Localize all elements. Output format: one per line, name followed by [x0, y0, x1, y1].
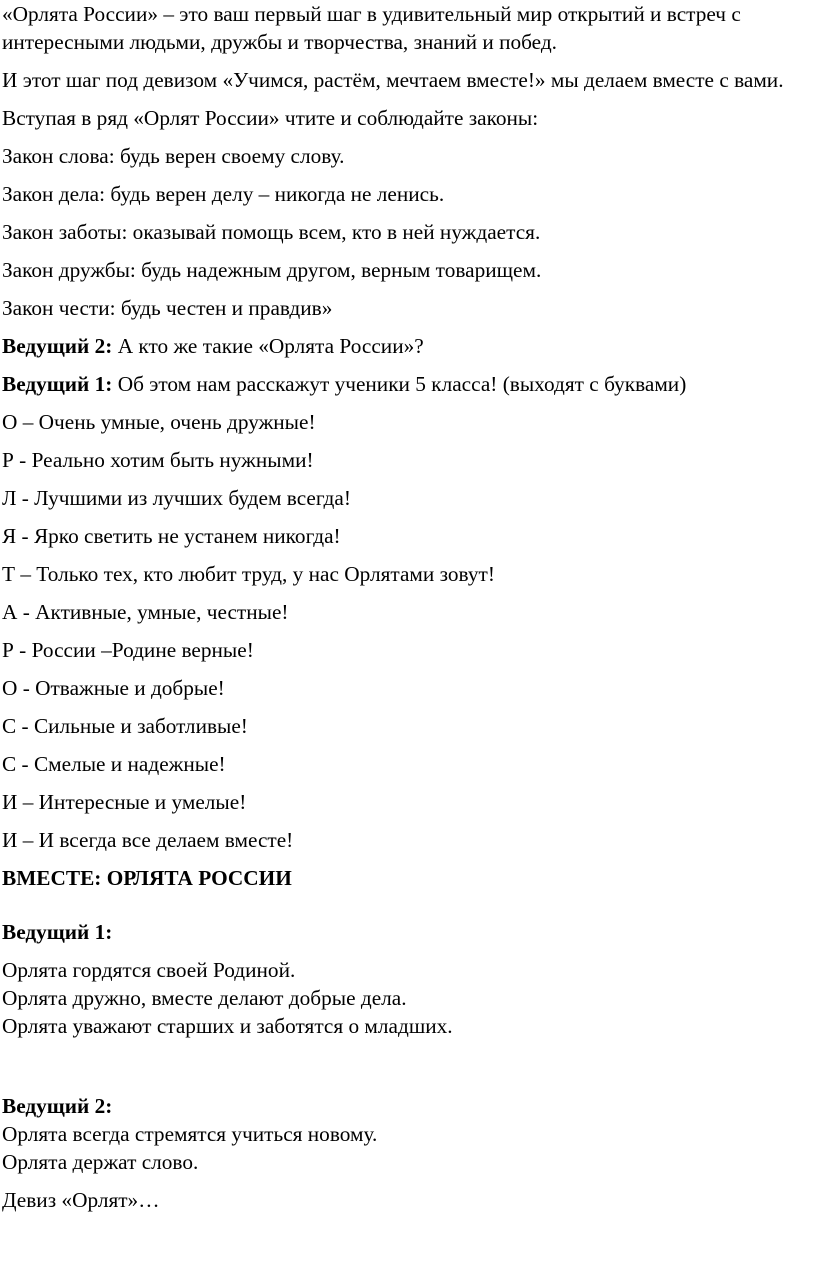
- letter-line: Т – Только тех, кто любит труд, у нас Орлятами зовут!: [2, 562, 495, 586]
- host1-line: Орлята уважают старших и заботятся о младших.: [2, 1014, 453, 1038]
- letter-line: А - Активные, умные, честные!: [2, 600, 289, 624]
- motto-line: Девиз «Орлят»…: [2, 1188, 160, 1212]
- law-honor: Закон чести: будь честен и правдив»: [2, 296, 333, 320]
- dialog-text: А кто же такие «Орлята России»?: [112, 334, 424, 358]
- intro-paragraph-1: «Орлята России» – это ваш первый шаг в удивительный мир открытий и встреч с интересными людьми, дружбы и творчества, знаний и побед.: [2, 2, 741, 54]
- law-word: Закон слова: будь верен своему слову.: [2, 144, 345, 168]
- letter-line: С - Смелые и надежные!: [2, 752, 226, 776]
- law-friendship: Закон дружбы: будь надежным другом, верным товарищем.: [2, 258, 542, 282]
- host1-speaker: Ведущий 1:: [2, 920, 113, 944]
- dialog-line-1: [2, 332, 816, 360]
- host2-line: Орлята всегда стремятся учиться новому.: [2, 1122, 378, 1146]
- law-care: Закон заботы: оказывай помощь всем, кто в ней нуждается.: [2, 220, 541, 244]
- letter-line: С - Сильные и заботливые!: [2, 714, 248, 738]
- spacer: [2, 1040, 816, 1092]
- letter-line: Л - Лучшими из лучших будем всегда!: [2, 486, 351, 510]
- letter-line: И – И всегда все делаем вместе!: [2, 828, 294, 852]
- letter-line: И – Интересные и умелые!: [2, 790, 247, 814]
- letter-line: Р - России –Родине верные!: [2, 638, 254, 662]
- letter-line: О - Отважные и добрые!: [2, 676, 225, 700]
- spacer: [2, 892, 816, 918]
- intro-paragraph-2: И этот шаг под девизом «Учимся, растём, мечтаем вместе!» мы делаем вместе с вами.: [2, 68, 784, 92]
- host1-line: Орлята дружно, вместе делают добрые дела.: [2, 986, 407, 1010]
- host2-speaker: Ведущий 2:: [2, 1094, 113, 1118]
- dialog-line-2: [2, 370, 816, 398]
- letter-line: Я - Ярко светить не устанем никогда!: [2, 524, 341, 548]
- letter-line: О – Очень умные, очень дружные!: [2, 410, 316, 434]
- speaker-label: Ведущий 1:: [2, 372, 113, 396]
- together-heading: ВМЕСТЕ: ОРЛЯТА РОССИИ: [2, 866, 292, 890]
- dialog-text: Об этом нам расскажут ученики 5 класса! (выходят с буквами): [112, 372, 687, 396]
- intro-paragraph-3: Вступая в ряд «Орлят России» чтите и соблюдайте законы:: [2, 106, 539, 130]
- letter-line: Р - Реально хотим быть нужными!: [2, 448, 314, 472]
- law-deed: Закон дела: будь верен делу – никогда не ленись.: [2, 182, 445, 206]
- host1-line: Орлята гордятся своей Родиной.: [2, 958, 296, 982]
- speaker-label: Ведущий 2:: [2, 334, 113, 358]
- host2-line: Орлята держат слово.: [2, 1150, 199, 1174]
